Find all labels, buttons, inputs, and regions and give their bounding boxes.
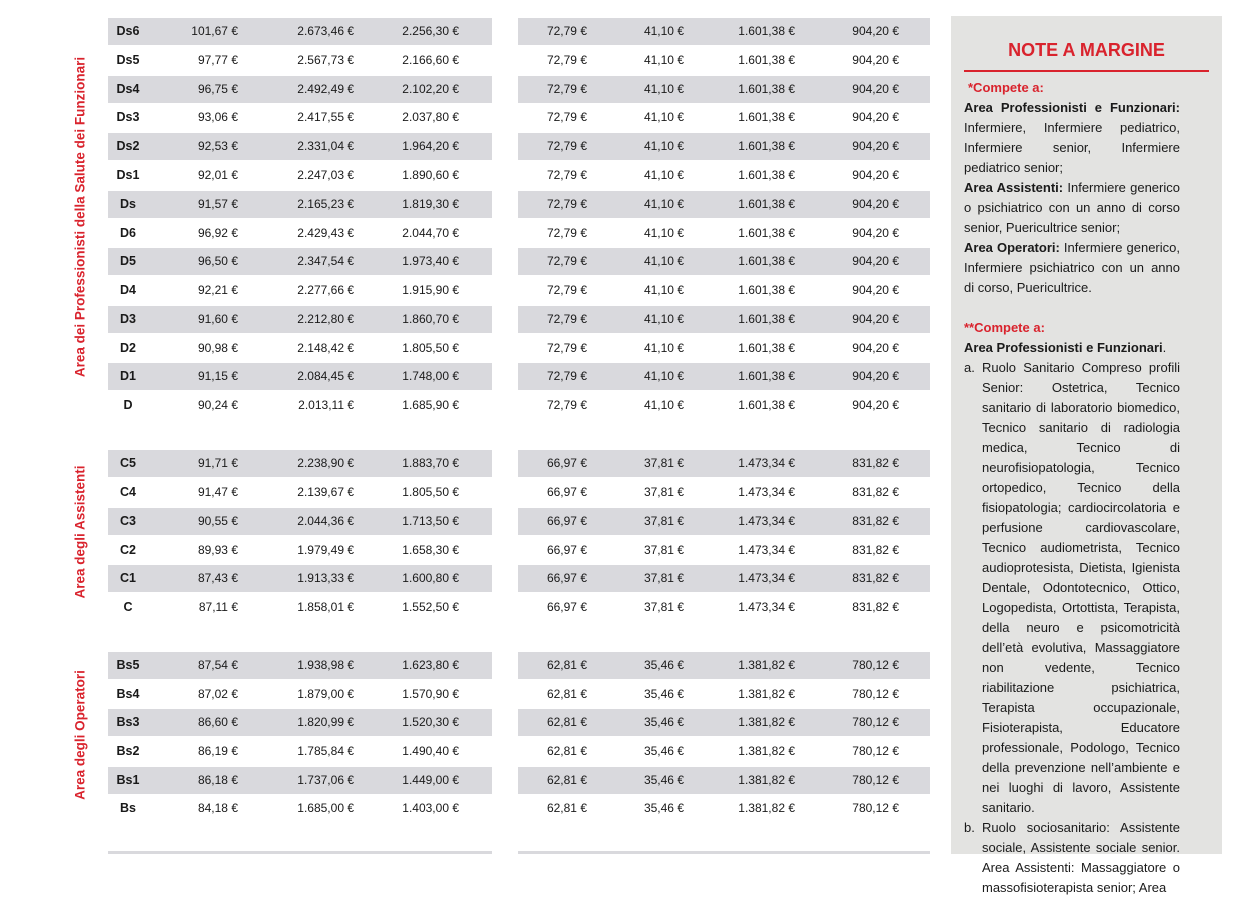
value-cell: 86,60 € [197,715,238,729]
grade-code: D3 [120,312,136,326]
table-row [108,392,492,419]
right-salary-table [518,0,930,854]
value-cell: 97,77 € [197,53,238,67]
value-cell: 72,79 € [546,168,587,182]
value-cell: 62,81 € [546,773,587,787]
value-cell: 41,10 € [643,254,684,268]
value-cell: 72,79 € [546,283,587,297]
value-cell: 72,79 € [546,197,587,211]
grade-code: Ds4 [116,82,140,96]
value-cell: 72,79 € [546,341,587,355]
notes-list-item-b: b. Ruolo sociosanitario: Assistente sociale, Assistente sociale senior. Area Assistenti: Massaggiatore o massofisioterapista senior; Area [964,820,1180,895]
value-cell: 1.381,82 € [738,744,795,758]
grade-code: Ds5 [116,53,140,67]
value-cell: 101,67 € [191,24,238,38]
grade-code: D1 [120,369,136,383]
value-cell: 1.601,38 € [738,110,795,124]
grade-code: Bs1 [116,773,140,787]
value-cell: 1.381,82 € [738,773,795,787]
value-cell: 72,79 € [546,398,587,412]
value-cell: 1.473,34 € [738,543,795,557]
table-row [518,277,930,304]
table-row [108,565,492,592]
value-cell: 904,20 € [852,197,899,211]
value-cell: 1.915,90 € [402,283,459,297]
grade-code: Ds1 [116,168,140,182]
value-cell: 2.331,04 € [297,139,354,153]
value-cell: 1.600,80 € [402,571,459,585]
value-cell: 41,10 € [643,369,684,383]
value-cell: 91,47 € [197,485,238,499]
value-cell: 92,53 € [197,139,238,153]
table-row [108,133,492,160]
value-cell: 72,79 € [546,53,587,67]
value-cell: 1.805,50 € [402,485,459,499]
grade-code: Bs2 [116,744,140,758]
value-cell: 831,82 € [852,543,899,557]
table-row [108,335,492,362]
value-cell: 1.381,82 € [738,715,795,729]
grade-code: Ds6 [116,24,140,38]
value-cell: 1.913,33 € [297,571,354,585]
table-row [108,767,492,794]
value-cell: 1.820,99 € [297,715,354,729]
value-cell: 41,10 € [643,53,684,67]
value-cell: 87,02 € [197,687,238,701]
value-cell: 91,60 € [197,312,238,326]
value-cell: 1.658,30 € [402,543,459,557]
notes-star1-item: Area Assistenti: Infermiere generico o psichiatrico con un anno di corso senior, Puericultrice senior; [964,180,1180,235]
value-cell: 1.748,00 € [402,369,459,383]
value-cell: 2.673,46 € [297,24,354,38]
value-cell: 1.601,38 € [738,312,795,326]
table-row [518,594,930,621]
value-cell: 780,12 € [852,744,899,758]
table-row [108,681,492,708]
table-row [108,104,492,131]
value-cell: 72,79 € [546,110,587,124]
table-row [518,363,930,390]
table-row [518,18,930,45]
value-cell: 1.819,30 € [402,197,459,211]
grade-code: Bs [120,801,136,815]
value-cell: 91,15 € [197,369,238,383]
value-cell: 1.601,38 € [738,226,795,240]
value-cell: 904,20 € [852,168,899,182]
table-row [108,191,492,218]
value-cell: 35,46 € [643,801,684,815]
grade-code: C5 [120,456,136,470]
value-cell: 37,81 € [643,571,684,585]
value-cell: 1.473,34 € [738,514,795,528]
value-cell: 41,10 € [643,398,684,412]
table-row [108,652,492,679]
table-row [108,47,492,74]
value-cell: 90,55 € [197,514,238,528]
value-cell: 72,79 € [546,226,587,240]
value-cell: 35,46 € [643,658,684,672]
value-cell: 1.805,50 € [402,341,459,355]
table-row [518,565,930,592]
value-cell: 904,20 € [852,398,899,412]
value-cell: 831,82 € [852,600,899,614]
value-cell: 1.883,70 € [402,456,459,470]
table-row [518,795,930,822]
value-cell: 1.381,82 € [738,801,795,815]
table-row [518,681,930,708]
value-cell: 2.238,90 € [297,456,354,470]
table-row [518,392,930,419]
value-cell: 66,97 € [546,571,587,585]
value-cell: 1.381,82 € [738,687,795,701]
value-cell: 41,10 € [643,168,684,182]
grade-code: C [123,600,133,614]
value-cell: 1.601,38 € [738,197,795,211]
value-cell: 37,81 € [643,543,684,557]
value-cell: 41,10 € [643,226,684,240]
value-cell: 66,97 € [546,514,587,528]
value-cell: 41,10 € [643,312,684,326]
value-cell: 831,82 € [852,514,899,528]
table-row [108,220,492,247]
table-row [518,76,930,103]
value-cell: 1.601,38 € [738,139,795,153]
value-cell: 41,10 € [643,197,684,211]
notes-star2-label: Area Professionisti e Funzionari. [964,340,1167,355]
table-row [518,248,930,275]
value-cell: 2.567,73 € [297,53,354,67]
grade-code: D6 [120,226,136,240]
value-cell: 62,81 € [546,687,587,701]
value-cell: 1.623,80 € [402,658,459,672]
value-cell: 41,10 € [643,24,684,38]
notes-star2-heading: **Compete a: [964,320,1045,335]
value-cell: 2.247,03 € [297,168,354,182]
table-row [518,709,930,736]
value-cell: 831,82 € [852,456,899,470]
value-cell: 1.601,38 € [738,82,795,96]
table-row [518,537,930,564]
value-cell: 96,50 € [197,254,238,268]
value-cell: 72,79 € [546,312,587,326]
value-cell: 1.473,34 € [738,456,795,470]
grade-code: D4 [120,283,136,297]
value-cell: 1.601,38 € [738,24,795,38]
value-cell: 1.890,60 € [402,168,459,182]
value-cell: 1.570,90 € [402,687,459,701]
table-row [518,479,930,506]
table-row [518,738,930,765]
table-row [518,162,930,189]
value-cell: 1.601,38 € [738,369,795,383]
value-cell: 2.166,60 € [402,53,459,67]
grade-code: C4 [120,485,136,499]
value-cell: 904,20 € [852,283,899,297]
value-cell: 1.490,40 € [402,744,459,758]
value-cell: 91,57 € [197,197,238,211]
value-cell: 2.212,80 € [297,312,354,326]
value-cell: 89,93 € [197,543,238,557]
value-cell: 93,06 € [197,110,238,124]
value-cell: 904,20 € [852,226,899,240]
value-cell: 86,18 € [197,773,238,787]
grade-code: D2 [120,341,136,355]
value-cell: 1.979,49 € [297,543,354,557]
value-cell: 72,79 € [546,24,587,38]
value-cell: 66,97 € [546,600,587,614]
value-cell: 1.601,38 € [738,254,795,268]
value-cell: 96,75 € [197,82,238,96]
value-cell: 1.381,82 € [738,658,795,672]
value-cell: 2.013,11 € [298,398,354,412]
table-row [108,508,492,535]
table-row [108,537,492,564]
value-cell: 2.148,42 € [297,341,354,355]
value-cell: 2.037,80 € [402,110,459,124]
table-row [518,191,930,218]
value-cell: 2.492,49 € [297,82,354,96]
value-cell: 91,71 € [197,456,238,470]
value-cell: 87,43 € [197,571,238,585]
value-cell: 1.973,40 € [402,254,459,268]
table-row [518,306,930,333]
notes-star1-item: Area Operatori: Infermiere generico, Infermiere psichiatrico con un anno di corso, Puericultrice. [964,240,1180,295]
table-row [108,450,492,477]
value-cell: 90,24 € [197,398,238,412]
value-cell: 87,54 € [197,658,238,672]
value-cell: 904,20 € [852,82,899,96]
value-cell: 1.449,00 € [402,773,459,787]
value-cell: 62,81 € [546,715,587,729]
value-cell: 1.601,38 € [738,398,795,412]
value-cell: 41,10 € [643,341,684,355]
grade-code: Bs4 [116,687,140,701]
value-cell: 72,79 € [546,139,587,153]
value-cell: 84,18 € [197,801,238,815]
value-cell: 780,12 € [852,715,899,729]
grade-code: C3 [120,514,136,528]
value-cell: 904,20 € [852,254,899,268]
value-cell: 37,81 € [643,600,684,614]
value-cell: 72,79 € [546,254,587,268]
notes-list-item-a: a. Ruolo Sanitario Compreso profili Senior: Ostetrica, Tecnico sanitario di laboratorio biomedico, Tecnico sanitario di radiologia medica, Tecnico di neurofisiopatologia, Tecnico ortopedico, Tecnico della fisiopatologia; cardiocircolatoria e perfusione cardiovascolare, Tecnico audiometrista, Tecnico audioprotesista, Dietista, Igienista Dentale, Odontotecnico, Ottico, Logopedista, Ortottista, Terapista, della neuro e psicomotricità dell’età evolutiva, Massaggiatore non vedente, Tecnico riabilitazione psichiatrica, Terapista occupazionale, Fisioterapista, Educatore professionale, Podologo, Tecnico della prevenzione nell’ambiente e nei luoghi di lavoro, Assistente sanitario. [964,360,1180,815]
value-cell: 41,10 € [643,82,684,96]
notes-panel [951,16,1222,895]
value-cell: 1.858,01 € [297,600,354,614]
notes-body [964,72,1180,898]
value-cell: 35,46 € [643,773,684,787]
value-cell: 66,97 € [546,456,587,470]
value-cell: 37,81 € [643,456,684,470]
value-cell: 904,20 € [852,369,899,383]
left-table-bottom-bar [108,851,492,854]
value-cell: 2.165,23 € [297,197,354,211]
grade-code: C2 [120,543,136,557]
table-row [518,104,930,131]
table-row [108,18,492,45]
value-cell: 1.785,84 € [297,744,354,758]
table-row [108,277,492,304]
value-cell: 2.429,43 € [297,226,354,240]
grade-code: Ds2 [116,139,140,153]
grade-code: Bs5 [116,658,140,672]
table-row [108,248,492,275]
notes-star1-item: Area Professionisti e Funzionari: Infermiere, Infermiere pediatrico, Infermiere senior, Infermiere pediatrico senior; [964,100,1180,175]
table-row [108,76,492,103]
value-cell: 86,19 € [197,744,238,758]
grade-code: Bs3 [116,715,140,729]
table-row [108,709,492,736]
value-cell: 87,11 € [198,600,238,614]
notes-star1-heading: *Compete a: [968,80,1044,95]
table-row [518,508,930,535]
value-cell: 66,97 € [546,543,587,557]
value-cell: 1.938,98 € [297,658,354,672]
value-cell: 1.685,90 € [402,398,459,412]
value-cell: 66,97 € [546,485,587,499]
grade-code: Ds3 [116,110,140,124]
value-cell: 37,81 € [643,514,684,528]
grade-code: Ds [120,197,136,211]
left-salary-table [108,0,492,854]
grade-code: D [123,398,133,412]
value-cell: 92,01 € [197,168,238,182]
table-row [518,133,930,160]
value-cell: 2.044,36 € [297,514,354,528]
value-cell: 1.403,00 € [402,801,459,815]
table-row [518,335,930,362]
table-row [108,738,492,765]
value-cell: 780,12 € [852,801,899,815]
table-row [108,162,492,189]
value-cell: 41,10 € [643,283,684,297]
value-cell: 2.084,45 € [297,369,354,383]
value-cell: 2.044,70 € [402,226,459,240]
value-cell: 780,12 € [852,773,899,787]
value-cell: 1.601,38 € [738,283,795,297]
table-row [518,47,930,74]
value-cell: 1.601,38 € [738,341,795,355]
value-cell: 2.139,67 € [297,485,354,499]
value-cell: 2.102,20 € [402,82,459,96]
value-cell: 2.417,55 € [297,110,354,124]
table-row [108,479,492,506]
value-cell: 1.520,30 € [402,715,459,729]
value-cell: 2.256,30 € [402,24,459,38]
value-cell: 904,20 € [852,139,899,153]
value-cell: 41,10 € [643,110,684,124]
value-cell: 1.964,20 € [402,139,459,153]
value-cell: 1.473,34 € [738,571,795,585]
value-cell: 72,79 € [546,82,587,96]
value-cell: 62,81 € [546,801,587,815]
value-cell: 1.860,70 € [402,312,459,326]
table-row [108,795,492,822]
value-cell: 90,98 € [197,341,238,355]
value-cell: 96,92 € [197,226,238,240]
table-row [108,306,492,333]
value-cell: 35,46 € [643,744,684,758]
value-cell: 780,12 € [852,687,899,701]
value-cell: 62,81 € [546,658,587,672]
table-row [518,767,930,794]
value-cell: 2.347,54 € [297,254,354,268]
table-row [518,220,930,247]
value-cell: 1.879,00 € [297,687,354,701]
value-cell: 831,82 € [852,571,899,585]
value-cell: 35,46 € [643,687,684,701]
table-row [108,363,492,390]
value-cell: 92,21 € [197,283,238,297]
value-cell: 904,20 € [852,53,899,67]
value-cell: 904,20 € [852,110,899,124]
value-cell: 780,12 € [852,658,899,672]
value-cell: 1.713,50 € [402,514,459,528]
value-cell: 904,20 € [852,341,899,355]
value-cell: 2.277,66 € [297,283,354,297]
value-cell: 904,20 € [852,24,899,38]
value-cell: 72,79 € [546,369,587,383]
value-cell: 1.685,00 € [297,801,354,815]
value-cell: 1.601,38 € [738,168,795,182]
value-cell: 62,81 € [546,744,587,758]
table-row [518,652,930,679]
value-cell: 1.552,50 € [402,600,459,614]
value-cell: 831,82 € [852,485,899,499]
value-cell: 35,46 € [643,715,684,729]
notes-title: NOTE A MARGINE [1008,40,1165,60]
grade-code: C1 [120,571,136,585]
table-row [108,594,492,621]
value-cell: 1.601,38 € [738,53,795,67]
grade-code: D5 [120,254,136,268]
value-cell: 41,10 € [643,139,684,153]
table-row [518,450,930,477]
value-cell: 1.473,34 € [738,485,795,499]
value-cell: 37,81 € [643,485,684,499]
right-table-bottom-bar [518,851,930,854]
value-cell: 904,20 € [852,312,899,326]
value-cell: 1.737,06 € [297,773,354,787]
value-cell: 1.473,34 € [738,600,795,614]
